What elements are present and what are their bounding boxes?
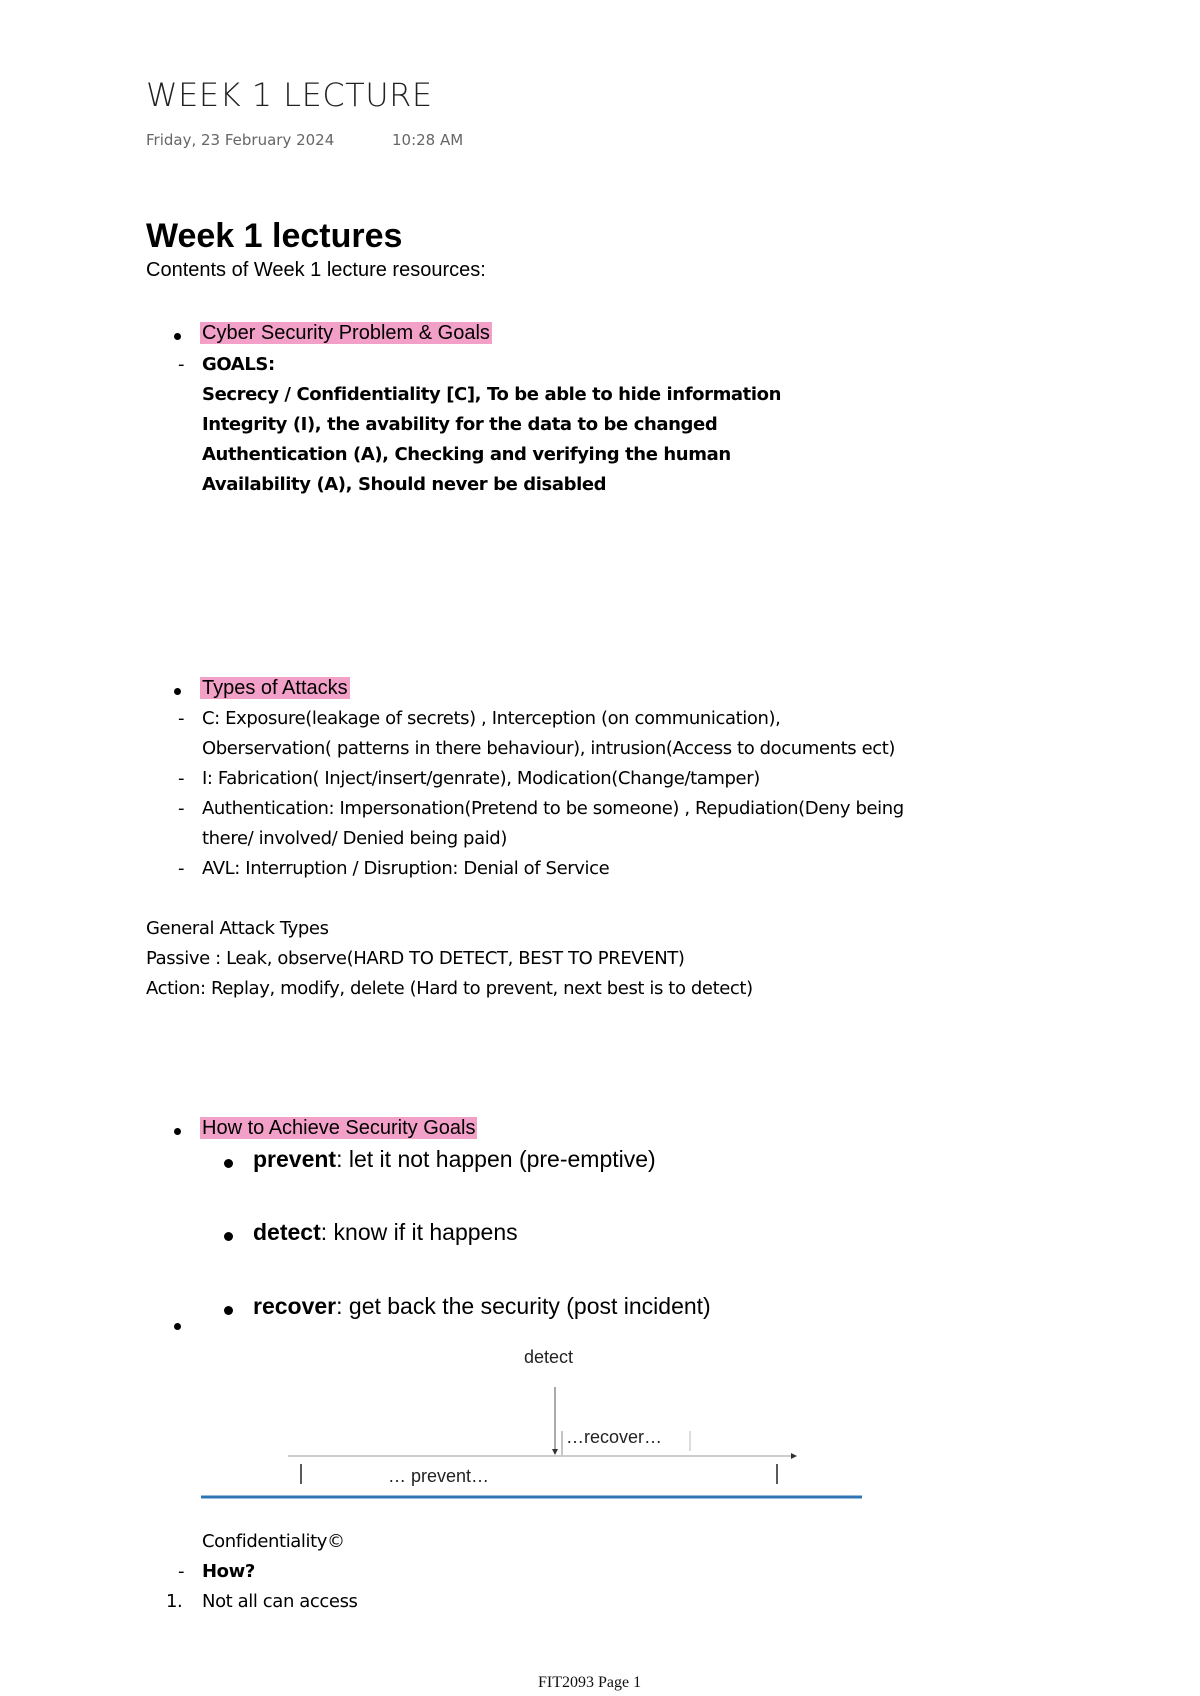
diagram-recover-label: …recover… [566, 1427, 663, 1447]
dash-marker: - [178, 708, 185, 729]
attack-item: Authentication: Impersonation(Pretend to be someone) , Repudiation(Deny being [202, 798, 904, 819]
goal-item: Integrity (I), the avability for the data to be changed [202, 414, 718, 435]
dash-marker: - [178, 768, 185, 789]
point-desc: : know if it happens [320, 1219, 518, 1245]
point-term: recover [253, 1293, 337, 1319]
dash-marker: - [178, 858, 185, 879]
numbered-item: Not all can access [202, 1591, 358, 1612]
goals-label: GOALS: [202, 354, 275, 375]
diagram-detect-label: detect [524, 1347, 574, 1367]
timeline-arrow-head [791, 1453, 797, 1459]
highlighted-topic: Types of Attacks [202, 677, 348, 699]
page-footer: FIT2093 Page 1 [538, 1674, 642, 1691]
how-label: How? [202, 1561, 255, 1582]
dash-marker: - [178, 798, 185, 819]
point-term: prevent [253, 1146, 337, 1172]
numbered-marker: 1. [166, 1591, 183, 1612]
diagram-prevent-label: … prevent… [388, 1466, 490, 1486]
attack-item: I: Fabrication( Inject/insert/genrate), Modication(Change/tamper) [202, 768, 760, 789]
point-desc: : get back the security (post incident) [336, 1293, 711, 1319]
section-heading: Week 1 lectures [146, 217, 403, 255]
highlighted-topic: Cyber Security Problem & Goals [202, 322, 490, 344]
section-subheading: Contents of Week 1 lecture resources: [146, 259, 486, 281]
goal-item: Authentication (A), Checking and verifying the human [202, 444, 731, 465]
dash-marker: - [178, 1561, 185, 1582]
dash-marker: - [178, 354, 185, 375]
attack-item: C: Exposure(leakage of secrets) , Interception (on communication), [202, 708, 781, 729]
confidentiality-label: Confidentiality© [202, 1531, 345, 1552]
goal-item: Secrecy / Confidentiality [C], To be able to hide information [202, 384, 782, 405]
highlighted-topic: How to Achieve Security Goals [202, 1117, 476, 1139]
passive-attacks: Passive : Leak, observe(HARD TO DETECT, BEST TO PREVENT) [146, 948, 685, 969]
attack-item: AVL: Interruption / Disruption: Denial of Service [202, 858, 610, 879]
point-term: detect [253, 1219, 321, 1245]
page-title: WEEK 1 LECTURE [146, 76, 433, 114]
attack-item: there/ involved/ Denied being paid) [202, 828, 507, 849]
detect-arrow-head [552, 1449, 558, 1455]
attack-item: Oberservation( patterns in there behaviour), intrusion(Access to documents ect) [202, 738, 896, 759]
action-attacks: Action: Replay, modify, delete (Hard to prevent, next best is to detect) [146, 978, 753, 999]
point-desc: : let it not happen (pre-emptive) [336, 1146, 656, 1172]
general-attack-heading: General Attack Types [146, 918, 329, 939]
goal-item: Availability (A), Should never be disabled [202, 474, 607, 495]
page-date: Friday, 23 February 2024 [146, 131, 335, 149]
page-time: 10:28 AM [392, 131, 464, 149]
